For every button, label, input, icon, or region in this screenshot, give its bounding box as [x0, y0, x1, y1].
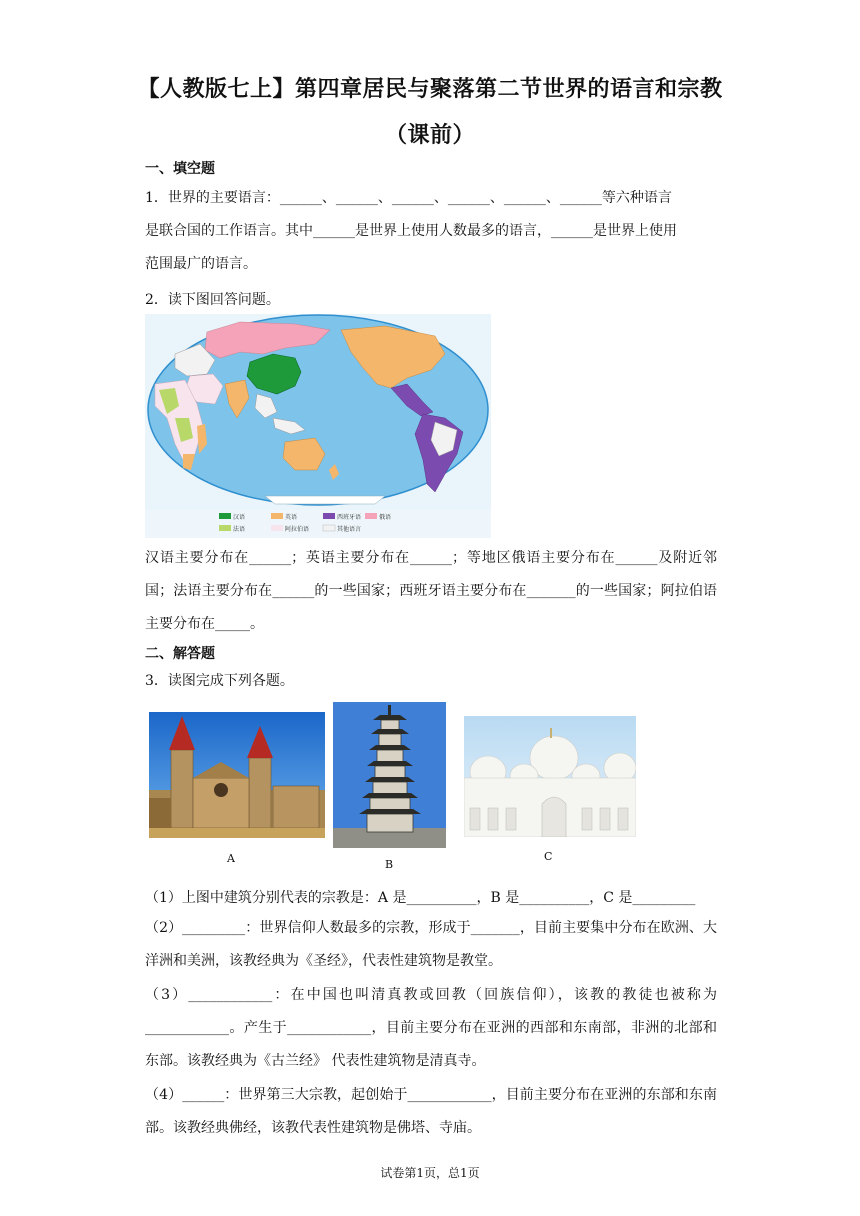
world-language-map [145, 314, 491, 538]
question-3-sub-1: （1）上图中建筑分别代表的宗教是：A 是__________，B 是__________，C 是_________ [145, 890, 696, 906]
question-3-prompt: 3．读图完成下列各题。 [145, 673, 294, 689]
question-3-sub-4: （4）______：世界第三大宗教，起创始于____________，目前主要分布在亚洲的东部和东南部。该教经典佛经，该教代表性建筑物是佛塔、寺庙。 [145, 1087, 717, 1136]
legend-russian-label: 俄语 [379, 514, 392, 521]
document-subtitle: （课前） [384, 123, 475, 148]
question-2-prompt: 2．读下图回答问题。 [145, 292, 280, 308]
question-3-sub-2: （2）_________：世界信仰人数最多的宗教，形成于_______，目前主要集中分布在欧洲、大洋洲和美洲，该教经典为《圣经》，代表性建筑物是教堂。 [145, 920, 717, 969]
legend-french-label: 法语 [233, 526, 246, 533]
pagoda-photo [333, 702, 446, 848]
legend-spanish-label: 西班牙语 [337, 514, 362, 521]
question-1-line-2: 是联合国的工作语言。其中______是世界上使用人数最多的语言，______是世界上使用 [145, 223, 677, 239]
question-1-line-3: 范围最广的语言。 [145, 256, 257, 272]
caption-a: A [227, 852, 235, 865]
legend-chinese-label: 汉语 [233, 514, 246, 521]
caption-c: C [544, 850, 553, 863]
church-photo [149, 712, 325, 838]
section-heading-answer: 二、解答题 [145, 646, 215, 662]
section-heading-fill-blank: 一、填空题 [145, 161, 215, 177]
legend-arabic-label: 阿拉伯语 [285, 526, 310, 533]
question-2-text: 汉语主要分布在______；英语主要分布在______；等地区俄语主要分布在______及附近邻国；法语主要分布在______的一些国家；西班牙语主要分布在_______的一些国家；阿拉伯语主要分布在_____。 [145, 550, 717, 632]
question-1-line-1: 1．世界的主要语言：______、______、______、______、______、______等六种语言 [145, 190, 672, 206]
caption-b: B [385, 858, 394, 871]
page-footer: 试卷第1页，总1页 [380, 1166, 480, 1180]
mosque-photo [464, 716, 636, 837]
world-map-graphic [145, 314, 491, 538]
legend-english-label: 英语 [285, 514, 298, 521]
legend-other-label: 其他语言 [337, 526, 362, 533]
question-3-sub-3: （3）____________：在中国也叫清真教或回教（回族信仰），该教的教徒也被称为____________。产生于____________，目前主要分布在亚洲的西部和东南部，非洲的北部和东部。该教经典为《古兰经》 代表性建筑物是清真寺。 [145, 987, 717, 1069]
document-title: 【人教版七上】第四章居民与聚落第二节世界的语言和宗教 [137, 77, 723, 102]
